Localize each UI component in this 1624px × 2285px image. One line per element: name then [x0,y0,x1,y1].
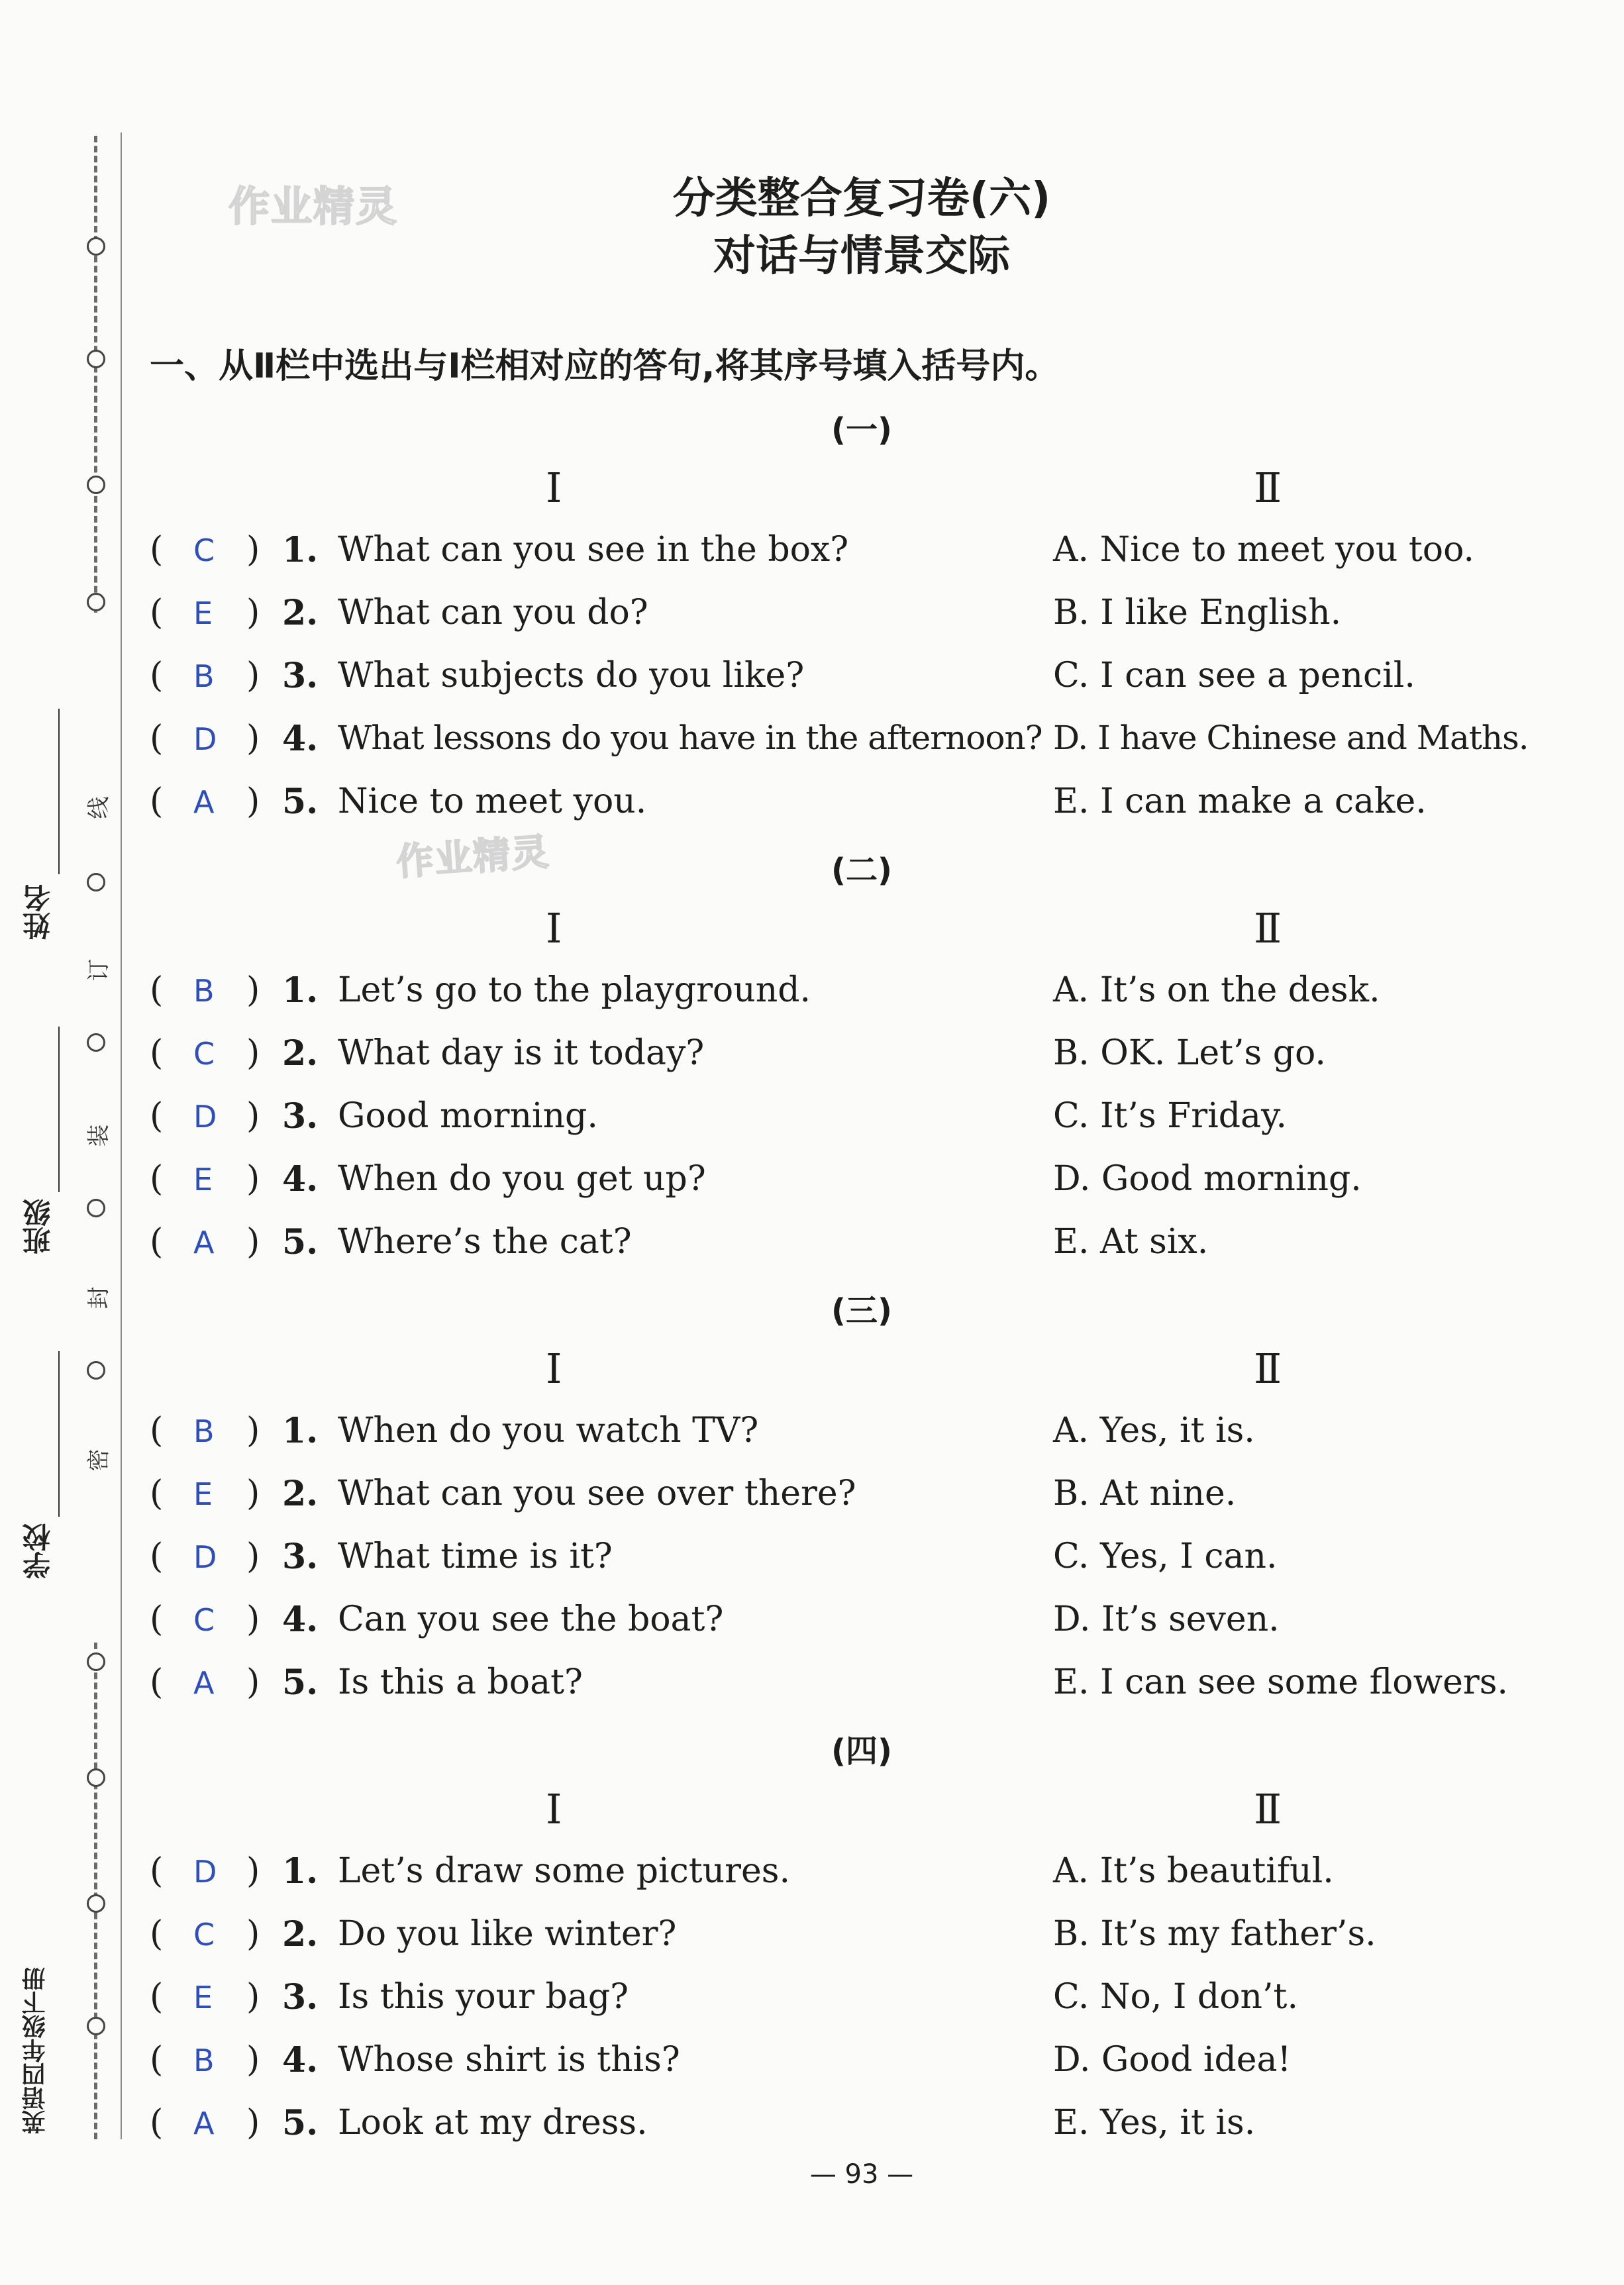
question-number: 3. [282,656,319,696]
label-name: 姓名 [22,884,54,940]
question-text: What can you do? [338,593,648,633]
column-head-right: Ⅱ [1254,904,1282,952]
question-number: 4. [282,1159,319,1199]
section-title: (一) [831,411,892,448]
answer-blank[interactable]: C [193,533,215,568]
column-head-right: Ⅱ [1254,1345,1282,1393]
question-number: 3. [282,1977,319,2017]
question-text: Do you like winter? [338,1914,677,1954]
question-text: What can you see in the box? [338,530,849,570]
question-text: Nice to meet you. [338,782,647,821]
circle-mark [87,593,105,611]
answer-blank[interactable]: A [193,784,215,820]
option-text: B. I like English. [1053,593,1342,633]
option-text: D. Good morning. [1053,1159,1362,1199]
circle-mark [87,1033,105,1052]
column-head-left: Ⅰ [546,464,562,512]
cut-dash-line [94,1643,97,2139]
circle-mark [87,1768,105,1787]
option-text: E. At six. [1053,1222,1209,1262]
option-text: E. Yes, it is. [1053,2103,1256,2143]
answer-blank[interactable]: C [193,1036,215,1072]
question-number: 2. [282,1914,319,1955]
binding-char-mi: 密 [81,1447,113,1474]
column-head-left: Ⅰ [546,904,562,952]
column-head-right: Ⅱ [1254,464,1282,512]
question-number: 4. [282,719,319,759]
option-text: C. I can see a pencil. [1053,656,1415,695]
answer-blank[interactable]: D [193,1099,217,1135]
question-number: 1. [282,970,319,1011]
circle-mark [87,2017,105,2035]
circle-mark [87,1652,105,1671]
question-text: Where’s the cat? [338,1222,632,1262]
option-text: A. It’s beautiful. [1053,1851,1334,1891]
option-text: D. Good idea! [1053,2040,1292,2080]
answer-blank[interactable]: C [193,1602,215,1638]
question-text: Let’s draw some pictures. [338,1851,791,1891]
question-number: 5. [282,1662,319,1703]
page-title: 分类整合复习卷(六) [672,174,1051,223]
question-text: What subjects do you like? [338,656,805,695]
question-text: Look at my dress. [338,2103,648,2143]
question-text: What can you see over there? [338,1474,856,1513]
option-text: B. It’s my father’s. [1053,1914,1376,1954]
binding-char-xian: 线 [81,795,113,821]
watermark-logo: 作业精灵 [395,830,552,885]
section-title: (二) [831,852,892,889]
section-title: (四) [831,1733,892,1770]
circle-mark [87,1894,105,1913]
worksheet-page: 线 订 装 封 密 姓名 班级 学校 英语四年级下册 作业精灵 作业精灵 分类整合复习卷(六) 对话与情景交际 一、从Ⅱ栏中选出与Ⅰ栏相对应的答句,将其序号填入括号内。 (一) Ⅰ Ⅱ ( C ) 1. What can you see in the box? A. Nice to meet you too. ( E ) 2. What can you do? B. I like English. ( B ) 3. What subjects do you like? C. I can see a pencil. ( D ) 4. What lessons do you have in the afternoon? D. I have Chinese and Maths. ( A ) 5. Nice to meet you. E. I can make a cake. (二) Ⅰ Ⅱ ( B ) 1. Let’s go to the playground. A. It’s on the desk. ( C ) 2. What day is it today? B. OK. Let’s go. ( D ) 3. Good morning. C. It’s Friday. ( E ) 4. When do you get up? D. Good morning. ( A ) 5. Where’s the cat? E. At six. (三) Ⅰ Ⅱ ( B ) 1. When do you watch TV? A. Yes, it is. ( E ) 2. What can you see over there? B. At nine. ( D ) 3. What time is it? C. Yes, I can. ( C ) 4. Can you see the boat? D. It’s seven. ( A ) 5. Is this a boat? E. I can see some flowers. (四) Ⅰ Ⅱ ( D ) 1. Let’s draw some pictures. A. It’s beautiful. ( C ) 2. Do you like winter? B. It’s my father’s. ( E ) 3. Is this your bag? C. No, I don’t. ( B ) 4. Whose shirt is this? D. Good idea! ( A ) 5. Look at my dress. E. Yes, it is. — 93 — [0,0,1624,2285]
question-number: 3. [282,1537,319,1577]
binding-margin [0,0,132,2285]
answer-blank[interactable]: E [193,595,213,631]
option-text: A. Nice to meet you too. [1053,530,1475,570]
question-text: Whose shirt is this? [338,2040,680,2080]
page-subtitle: 对话与情景交际 [713,232,1010,281]
question-text: Can you see the boat? [338,1600,724,1639]
option-text: D. I have Chinese and Maths. [1053,719,1529,757]
answer-blank[interactable]: E [193,1162,213,1197]
question-number: 2. [282,1033,319,1074]
school-blank [58,1351,60,1517]
question-number: 4. [282,2040,319,2080]
question-text: Is this a boat? [338,1662,583,1702]
question-number: 3. [282,1096,319,1137]
class-blank [58,1027,60,1192]
answer-blank[interactable]: B [193,658,215,694]
circle-mark [87,476,105,494]
binding-char-ding: 订 [81,957,113,984]
answer-blank[interactable]: E [193,1476,213,1512]
question-number: 4. [282,1600,319,1640]
binding-char-zhuang: 装 [81,1123,113,1149]
option-text: B. At nine. [1053,1474,1237,1513]
option-text: C. Yes, I can. [1053,1537,1278,1576]
section-title: (三) [831,1292,892,1329]
question-number: 1. [282,1411,319,1451]
circle-mark [87,1361,105,1380]
instruction-text: 一、从Ⅱ栏中选出与Ⅰ栏相对应的答句,将其序号填入括号内。 [150,346,1060,386]
question-number: 1. [282,530,319,570]
answer-blank[interactable]: A [193,1225,215,1260]
question-text: What lessons do you have in the afternoon? [338,719,1042,757]
answer-blank[interactable]: A [193,2106,215,2141]
answer-blank[interactable]: D [193,721,217,757]
answer-blank[interactable]: B [193,2043,215,2078]
label-class: 班级 [22,1199,54,1254]
page-number: — 93 — [809,2159,914,2190]
circle-mark [87,350,105,368]
answer-blank[interactable]: A [193,1665,215,1701]
column-head-right: Ⅱ [1254,1785,1282,1833]
answer-blank[interactable]: B [193,973,215,1009]
question-number: 5. [282,2103,319,2143]
question-number: 2. [282,1474,319,1514]
question-text: Is this your bag? [338,1977,629,2017]
column-head-left: Ⅰ [546,1345,562,1393]
watermark-logo: 作业精灵 [228,182,399,230]
circle-mark [87,1199,105,1217]
answer-blank[interactable]: D [193,1854,217,1890]
option-text: E. I can make a cake. [1053,782,1427,821]
option-text: C. It’s Friday. [1053,1096,1288,1136]
option-text: A. Yes, it is. [1053,1411,1255,1450]
question-text: When do you watch TV? [338,1411,759,1450]
answer-blank[interactable]: B [193,1413,215,1449]
question-text: What day is it today? [338,1033,705,1073]
binding-char-feng: 封 [81,1285,113,1311]
answer-blank[interactable]: E [193,1980,213,2015]
question-text: What time is it? [338,1537,613,1576]
answer-blank[interactable]: D [193,1539,217,1575]
question-text: Let’s go to the playground. [338,970,811,1010]
question-text: When do you get up? [338,1159,706,1199]
option-text: E. I can see some flowers. [1053,1662,1508,1702]
option-text: A. It’s on the desk. [1053,970,1380,1010]
option-text: B. OK. Let’s go. [1053,1033,1326,1073]
question-number: 2. [282,593,319,633]
question-number: 5. [282,782,319,822]
question-number: 5. [282,1222,319,1262]
label-school: 学校 [22,1523,54,1579]
answer-blank[interactable]: C [193,1917,215,1953]
question-number: 1. [282,1851,319,1892]
label-book: 英语四年级下册 [22,1967,49,2134]
option-text: D. It’s seven. [1053,1600,1280,1639]
question-text: Good morning. [338,1096,598,1136]
option-text: C. No, I don’t. [1053,1977,1298,2017]
column-head-left: Ⅰ [546,1785,562,1833]
